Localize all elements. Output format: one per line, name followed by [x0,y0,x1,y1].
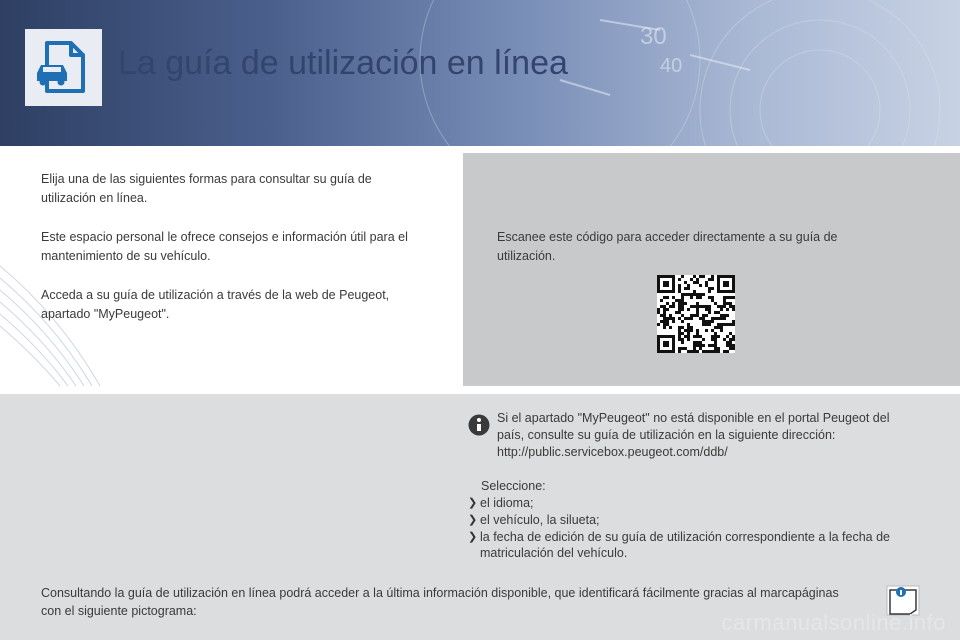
qr-module [729,302,732,305]
qr-panel [463,153,960,386]
qr-module [702,314,705,317]
qr-module [720,317,723,320]
qr-module [717,350,720,353]
qr-module [681,296,684,299]
qr-module [723,296,726,299]
qr-module [660,314,663,317]
gauge-label-30: 30 [640,23,667,50]
qr-module [678,302,681,305]
qr-module [657,308,660,311]
qr-module [699,293,702,296]
qr-module [684,329,687,332]
chevron-right-icon: ❯ [468,497,478,509]
qr-module [657,323,660,326]
intro-paragraph-2: Este espacio personal le ofrece consejos e información útil para el mantenimiento de su vehículo. [41,230,408,263]
qr-module [711,278,714,281]
car-document-icon [25,29,102,106]
qr-module [660,320,663,323]
qr-module [693,347,696,350]
qr-module [723,314,726,317]
qr-module [690,350,693,353]
select-label: Seleccione: [481,479,546,493]
qr-module [672,296,675,299]
qr-module [693,335,696,338]
qr-module [672,317,675,320]
qr-module [708,323,711,326]
qr-module [675,311,678,314]
qr-module [702,338,705,341]
qr-module [663,326,666,329]
qr-module [696,305,699,308]
qr-module [711,350,714,353]
qr-module [678,329,681,332]
qr-module [687,287,690,290]
qr-module [687,329,690,332]
doc-icon-box [25,29,102,106]
qr-module [729,347,732,350]
list-item [468,512,928,528]
qr-module [717,335,720,338]
qr-module [720,323,723,326]
qr-module [672,302,675,305]
qr-module [723,338,726,341]
qr-module [696,329,699,332]
list-item-text: el idioma; [480,496,534,510]
qr-module [681,341,684,344]
qr-module [696,296,699,299]
qr-module [693,344,696,347]
qr-module [696,293,699,296]
qr-module [732,347,735,350]
qr-module [702,323,705,326]
qr-module [690,293,693,296]
qr-module [690,278,693,281]
qr-module [678,350,681,353]
qr-module [681,308,684,311]
qr-module [690,296,693,299]
qr-module [678,311,681,314]
qr-module [699,305,702,308]
qr-module [720,308,723,311]
qr-module [678,335,681,338]
qr-module [696,341,699,344]
qr-module [678,338,681,341]
watermark: carmanualsonline.info [721,610,946,635]
qr-module [684,293,687,296]
servicebox-url-link[interactable]: http://public.servicebox.peugeot.com/ddb/ [497,445,728,459]
qr-module [705,305,708,308]
qr-module [663,308,666,311]
qr-module [687,350,690,353]
qr-module [708,290,711,293]
qr-module [705,350,708,353]
qr-module [678,290,681,293]
qr-module [681,305,684,308]
qr-module [693,281,696,284]
qr-module [705,308,708,311]
qr-module [723,299,726,302]
qr-module [666,320,669,323]
qr-module [708,344,711,347]
qr-module [711,335,714,338]
qr-module [696,278,699,281]
qr-module [702,293,705,296]
qr-module [726,335,729,338]
qr-module [705,329,708,332]
qr-module [669,326,672,329]
qr-module [684,281,687,284]
qr-module [696,314,699,317]
qr-module [711,299,714,302]
list-item [468,529,928,561]
qr-module [699,344,702,347]
header-banner [0,0,960,146]
qr-module [711,329,714,332]
qr-module [696,332,699,335]
qr-module [702,350,705,353]
qr-module [729,344,732,347]
qr-module [693,341,696,344]
qr-module [732,323,735,326]
qr-module [723,302,726,305]
qr-module [687,317,690,320]
qr-module [696,344,699,347]
qr-module [699,341,702,344]
qr-module [684,347,687,350]
qr-module [711,317,714,320]
qr-module [699,275,702,278]
qr-module [675,299,678,302]
qr-module [711,296,714,299]
qr-module [684,335,687,338]
qr-module [729,341,732,344]
qr-module [732,338,735,341]
qr-module [711,344,714,347]
qr-module [717,317,720,320]
qr-module [660,305,663,308]
chevron-right-icon: ❯ [468,531,478,543]
qr-module [672,320,675,323]
qr-module [714,335,717,338]
qr-module [702,344,705,347]
qr-module [696,308,699,311]
qr-module [732,305,735,308]
qr-module [672,305,675,308]
qr-module [696,281,699,284]
qr-module [708,308,711,311]
qr-module [720,329,723,332]
qr-module [714,317,717,320]
qr-module [678,332,681,335]
qr-module [711,320,714,323]
qr-module [723,323,726,326]
qr-module [693,290,696,293]
qr-module [681,299,684,302]
qr-module [663,317,666,320]
qr-module [666,296,669,299]
qr-module [702,275,705,278]
qr-module [723,350,726,353]
qr-module [717,326,720,329]
qr-module [723,305,726,308]
qr-module [690,326,693,329]
qr-module [663,305,666,308]
qr-module [708,320,711,323]
qr-module [708,350,711,353]
qr-module [687,308,690,311]
qr-module [678,278,681,281]
qr-module [726,308,729,311]
qr-module [705,320,708,323]
qr-module [699,335,702,338]
list-item-text: la fecha de edición de su guía de utilización correspondiente a la fecha de matriculación del vehículo. [480,530,891,560]
qr-module [708,287,711,290]
qr-module [696,350,699,353]
qr-module [732,308,735,311]
info-notice-text: Si el apartado "MyPeugeot" no está disponible en el portal Peugeot del país, consulte su guía de utilización en la siguiente dirección: [497,411,890,442]
qr-module [720,326,723,329]
qr-module [726,296,729,299]
qr-module [687,332,690,335]
qr-module [708,305,711,308]
intro-paragraph-3: Acceda a su guía de utilización a través de la web de Peugeot, apartado "MyPeugeot". [41,288,390,321]
qr-module [693,293,696,296]
qr-module [708,296,711,299]
qr-module [666,317,669,320]
qr-module [702,320,705,323]
qr-module [696,311,699,314]
qr-module [678,326,681,329]
qr-module [681,326,684,329]
qr-module [705,284,708,287]
qr-module [729,332,732,335]
qr-module [681,314,684,317]
qr-module [690,329,693,332]
qr-module [684,317,687,320]
qr-module [726,302,729,305]
qr-module [681,275,684,278]
qr-module [681,338,684,341]
qr-module [729,323,732,326]
qr-module [732,335,735,338]
intro-paragraph-1: Elija una de las siguientes formas para consultar su guía de utilización en línea. [41,172,372,205]
select-list [468,495,928,562]
qr-module [711,287,714,290]
qr-module [708,311,711,314]
qr-module [687,293,690,296]
qr-module [729,296,732,299]
qr-module [681,302,684,305]
qr-module [708,278,711,281]
list-item-text: el vehículo, la silueta; [480,513,600,527]
qr-module [687,335,690,338]
qr-module [714,332,717,335]
qr-module [690,317,693,320]
qr-module [714,350,717,353]
qr-module [726,314,729,317]
qr-module [711,338,714,341]
qr-module [663,296,666,299]
qr-module [687,338,690,341]
qr-module [678,284,681,287]
qr-module [678,308,681,311]
qr-module [669,305,672,308]
qr-module [711,275,714,278]
qr-module [666,308,669,311]
qr-module [696,335,699,338]
qr-module [705,323,708,326]
qr-module [699,347,702,350]
qr-module [714,311,717,314]
qr-module [663,314,666,317]
qr-module [693,314,696,317]
qr-module [717,323,720,326]
qr-module [657,311,660,314]
qr-module [726,341,729,344]
qr-module [729,338,732,341]
qr-module [693,275,696,278]
qr-module [663,323,666,326]
qr-module [666,302,669,305]
qr-module [726,323,729,326]
qr-module [684,302,687,305]
qr-module [687,326,690,329]
qr-module [702,305,705,308]
qr-module [699,317,702,320]
qr-module [690,305,693,308]
qr-module [732,320,735,323]
qr-module [678,317,681,320]
qr-module [720,305,723,308]
qr-module [678,305,681,308]
qr-module [699,284,702,287]
qr-module [687,284,690,287]
info-notice [497,410,917,461]
qr-module [681,347,684,350]
qr-module [678,299,681,302]
qr-module [717,305,720,308]
qr-module [732,296,735,299]
page-title: La guía de utilización en línea [118,44,568,82]
qr-module [687,323,690,326]
qr-module [714,344,717,347]
qr-module [714,302,717,305]
chevron-right-icon: ❯ [468,514,478,526]
qr-module [696,302,699,305]
qr-module [660,299,663,302]
qr-module [666,323,669,326]
qr-module [681,320,684,323]
qr-module [681,332,684,335]
qr-module [684,287,687,290]
info-wrench-icon [468,414,490,436]
qr-module [714,338,717,341]
qr-module [678,287,681,290]
qr-module [678,347,681,350]
qr-module [663,311,666,314]
qr-module [693,350,696,353]
qr-module [705,314,708,317]
list-item [468,495,928,511]
qr-module [702,317,705,320]
qr-module [714,341,717,344]
qr-instructions: Escanee este código para acceder directamente a su guía de utilización. [497,230,838,263]
qr-module [693,305,696,308]
qr-module [729,305,732,308]
qr-module [705,281,708,284]
qr-module [720,314,723,317]
qr-code-icon[interactable] [657,275,735,353]
qr-module [663,320,666,323]
qr-module [717,311,720,314]
gauge-label-40: 40 [660,55,683,77]
qr-module [726,344,729,347]
footer-text: Consultando la guía de utilización en línea podrá acceder a la última información disponible, que identificará fácilmente gracias al marcapáginas con el siguiente pictograma: [41,586,839,618]
qr-module [723,317,726,320]
qr-module [699,296,702,299]
qr-module [726,350,729,353]
qr-module [732,344,735,347]
qr-module [669,317,672,320]
qr-code-graphic [657,275,735,353]
qr-module [717,347,720,350]
qr-module [669,314,672,317]
qr-module [714,347,717,350]
qr-module [714,326,717,329]
qr-module [681,293,684,296]
qr-module [690,314,693,317]
